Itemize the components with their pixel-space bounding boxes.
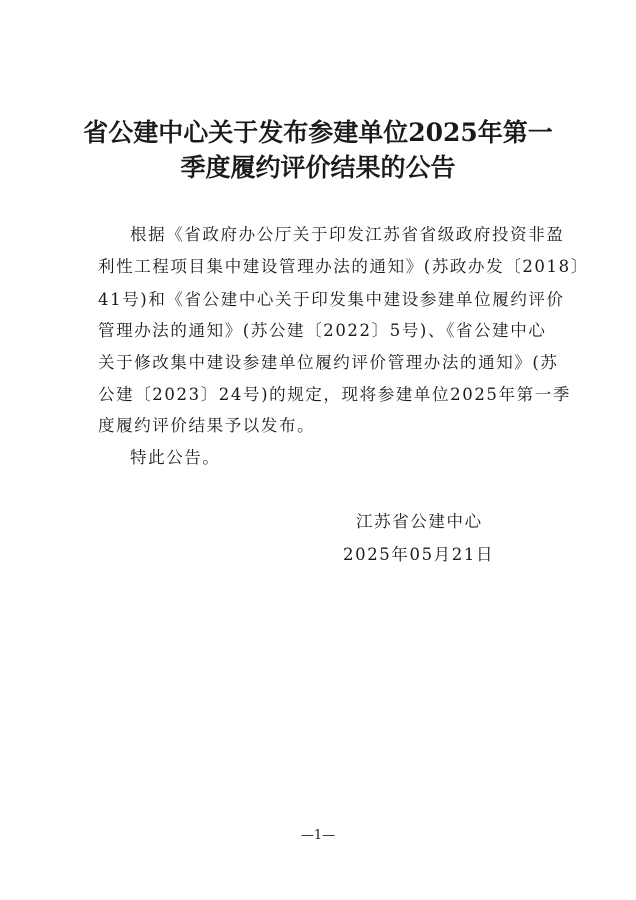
page-number: —1— xyxy=(300,828,336,843)
closing-line: 特此公告。 xyxy=(130,448,221,467)
signature-organization: 江苏省公建中心 xyxy=(356,512,483,531)
body-line: 管理办法的通知》(苏公建〔2022〕5号)、《省公建中心 xyxy=(98,321,547,340)
document-title-line-1: 省公建中心关于发布参建单位2025年第一 xyxy=(83,118,553,147)
body-line: 关于修改集中建设参建单位履约评价管理办法的通知》(苏 xyxy=(98,353,559,372)
document-title-line-2: 季度履约评价结果的公告 xyxy=(180,153,456,182)
body-line: 41号)和《省公建中心关于印发集中建设参建单位履约评价 xyxy=(98,290,565,309)
body-line: 公建〔2023〕24号)的规定，现将参建单位2025年第一季 xyxy=(98,385,571,404)
signature-date: 2025年05月21日 xyxy=(343,545,495,564)
body-line: 根据《省政府办公厅关于印发江苏省省级政府投资非盈 xyxy=(130,225,565,244)
body-line: 利性工程项目集中建设管理办法的通知》(苏政办发〔2018〕 xyxy=(98,257,589,276)
body-line: 度履约评价结果予以发布。 xyxy=(98,416,316,435)
